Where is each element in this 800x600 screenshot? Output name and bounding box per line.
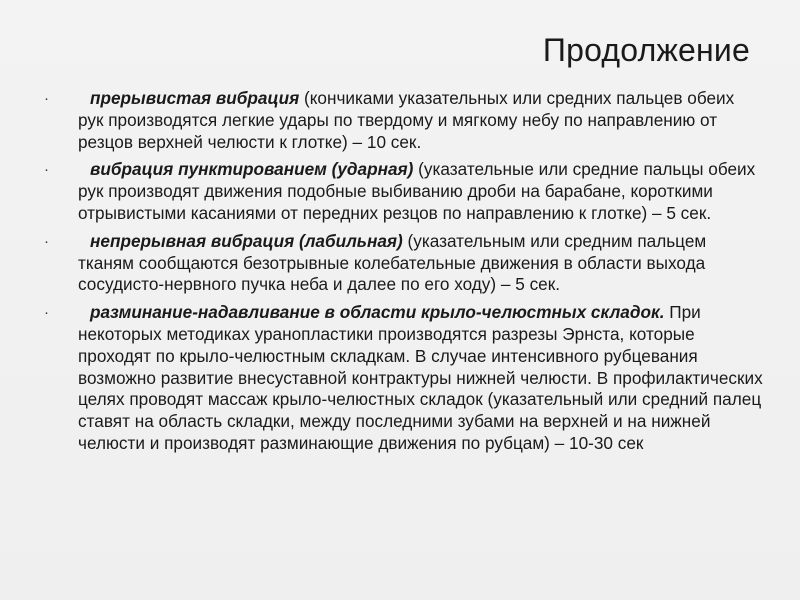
item-text: При некоторых методиках уранопластики производятся разрезы Эрнста, которые проходят по крыло-челюстным складкам. В случае интенсивного рубцевания возможно развитие внесуставной контрактуры нижней челюсти. В профилактических целях проводят массаж крыло-челюстных складок (указательный или средний палец ставят на область складки, между последними зубами на верхней и на нижней челюсти и производят разминающие движения по рубцам) – 10-30 сек	[78, 302, 763, 453]
item-term: разминание-надавливание в области крыло-челюстных складок.	[90, 302, 665, 323]
bullet-icon: ·	[44, 161, 49, 179]
slide-title: Продолжение	[542, 32, 750, 68]
list-item	[44, 302, 764, 455]
item-term: вибрация пунктированием (ударная)	[90, 159, 414, 180]
item-term: прерывистая вибрация	[90, 88, 300, 108]
list-item	[44, 159, 764, 224]
bullet-icon: ·	[44, 232, 49, 250]
bullet-icon: ·	[44, 304, 49, 322]
list-item	[44, 88, 764, 153]
item-text: (указательным или средним пальцем тканям сообщаются безотрывные колебательные движения в области выхода сосудисто-нервного пучка неба и далее по его ходу) – 5 сек.	[78, 230, 707, 295]
bullet-list	[44, 88, 764, 461]
list-item	[44, 231, 764, 296]
item-term: непрерывная вибрация (лабильная)	[90, 230, 403, 251]
item-text: (указательные или средние пальцы обеих рук производят движения подобные выбиванию дроби на барабане, короткими отрывистыми касаниями от передних резцов по направлению к глотке) – 5 сек.	[78, 159, 756, 223]
item-text: (кончиками указательных или средних пальцев обеих рук производятся легкие удары по твердому и мягкому небу по направлению от резцов верхней челюсти к глотке) – 10 сек.	[78, 88, 735, 152]
bullet-icon: ·	[44, 90, 49, 107]
